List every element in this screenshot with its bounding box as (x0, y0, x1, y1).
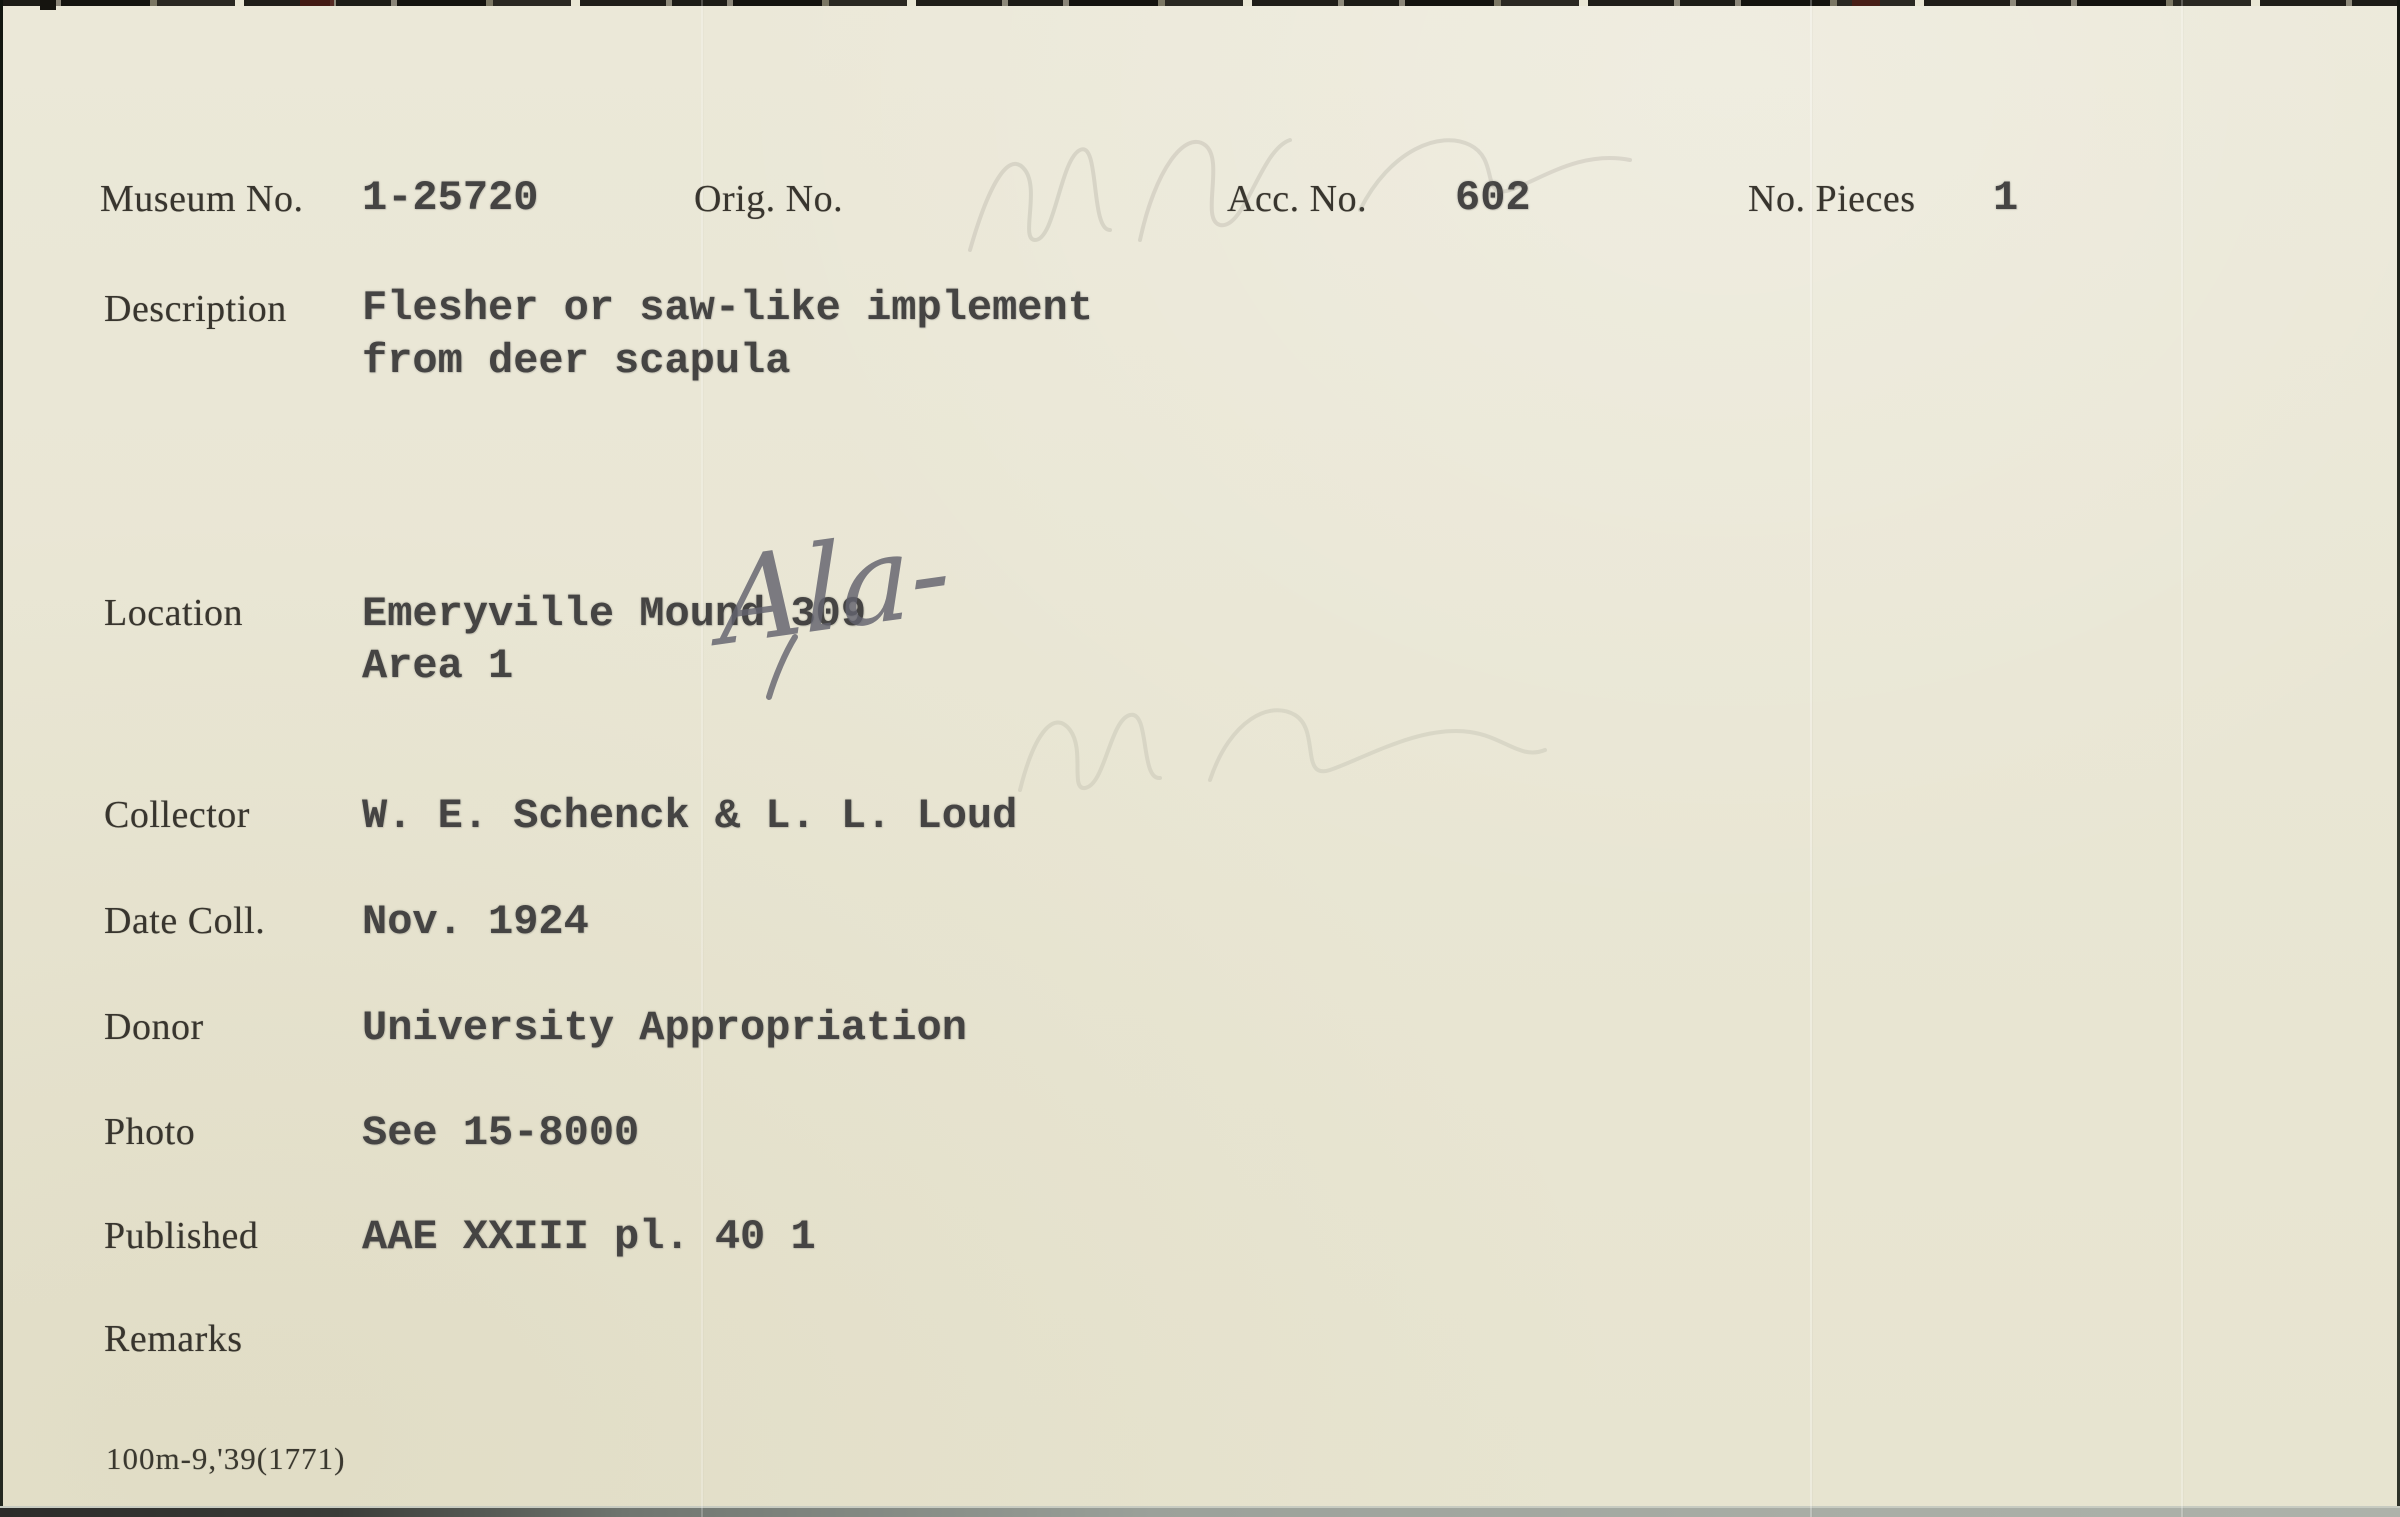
description-value-line-1: Flesher or saw-like implement (362, 284, 1093, 332)
date-coll-label: Date Coll. (104, 900, 266, 942)
scan-top-red-mark (1852, 0, 1880, 6)
scan-top-red-mark (300, 0, 334, 6)
scan-bottom-edge-artifact (0, 1506, 2400, 1517)
museum-no-label: Museum No. (100, 178, 304, 220)
faint-pencil-scribble-middle (1000, 670, 1560, 830)
description-value-line-2: from deer scapula (362, 337, 791, 385)
description-label: Description (104, 288, 287, 330)
published-label: Published (104, 1215, 259, 1257)
orig-no-label: Orig. No. (694, 178, 844, 220)
print-code: 100m-9,'39(1771) (106, 1441, 346, 1476)
scan-left-edge-artifact (0, 0, 3, 1517)
donor-label: Donor (104, 1006, 204, 1048)
scan-top-edge-artifact (0, 0, 2400, 6)
date-coll-value: Nov. 1924 (362, 898, 589, 946)
no-pieces-label: No. Pieces (1748, 178, 1916, 220)
paper-crease (1810, 0, 1812, 1517)
donor-value: University Appropriation (362, 1004, 967, 1052)
published-value: AAE XXIII pl. 40 1 (362, 1213, 816, 1261)
acc-no-value: 602 (1455, 174, 1531, 222)
scan-top-tick-artifact (40, 0, 56, 10)
svg-text:Ala-: Ala- (716, 501, 953, 673)
paper-crease (2181, 0, 2183, 1517)
photo-value: See 15-8000 (362, 1109, 640, 1157)
collector-label: Collector (104, 794, 250, 836)
photo-label: Photo (104, 1111, 196, 1153)
paper-crease (701, 0, 703, 1517)
acc-no-label: Acc. No. (1227, 178, 1368, 220)
no-pieces-value: 1 (1993, 174, 2019, 222)
location-value-line-1: Emeryville Mound 309 (362, 590, 867, 638)
collector-value: W. E. Schenck & L. L. Loud (362, 792, 1018, 840)
location-label: Location (104, 592, 244, 634)
museum-no-value: 1-25720 (362, 174, 539, 222)
location-value-line-2: Area 1 (362, 642, 514, 690)
remarks-label: Remarks (104, 1318, 243, 1360)
